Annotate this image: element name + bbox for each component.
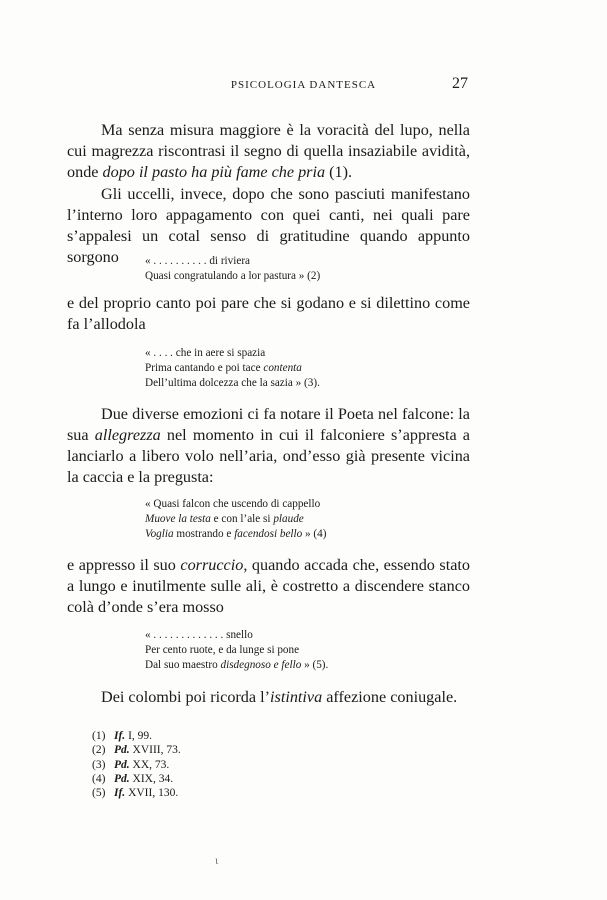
- verse-line: Quasi congratulando a lor pastura » (2): [145, 270, 321, 282]
- footnote-work: Pd.: [114, 772, 130, 785]
- verse-text: e con l’ale si: [210, 513, 274, 525]
- footnote-label: (2): [92, 744, 106, 757]
- paragraph-text: Dei colombi poi ricorda l’: [101, 688, 271, 706]
- footnote-label: (3): [92, 758, 106, 771]
- paragraph-text: e appresso il suo: [67, 556, 181, 574]
- verse-line: [145, 361, 320, 376]
- verse-line: « Quasi falcon che uscendo di cappello: [145, 498, 321, 510]
- verse-line: [145, 527, 326, 542]
- verse-emphasis: contenta: [263, 362, 302, 374]
- verse-line: Per cento ruote, e da lunge si pone: [145, 644, 300, 656]
- verse-emphasis: disdegnoso e fello: [220, 659, 302, 671]
- verse-line: « . . . . . . . . . . . . . snello: [145, 629, 253, 641]
- footnote-ref: XVII, 130.: [128, 787, 179, 800]
- paragraph-allodola: e del proprio canto poi pare che si godano e si dilettino come fa l’allodola: [67, 294, 470, 333]
- paragraph-colombi: [67, 687, 470, 708]
- footnote-ref: XIX, 34.: [132, 772, 174, 785]
- footnote: [92, 786, 181, 800]
- paragraph-uccelli: Gli uccelli, invece, dopo che sono pasciuti manifestano l’interno loro appagamento con quei canti, nei quali pare s’appalesi un cotal senso di gratitudine quando appunto sorgono: [67, 185, 470, 266]
- footnote-work: Pd.: [114, 758, 130, 771]
- footnote: [92, 729, 181, 743]
- paragraph-lupo: [67, 120, 470, 183]
- footnote-label: (1): [92, 730, 106, 742]
- footnote: [92, 743, 181, 757]
- page-number: 27: [452, 75, 468, 92]
- emphasis-text: dopo il pasto ha più fame che pria: [102, 163, 326, 181]
- verse-quote-2: [145, 346, 320, 391]
- running-title: PSICOLOGIA DANTESCA: [230, 79, 377, 91]
- paragraph-text: affezione coniugale.: [322, 688, 458, 706]
- paragraph-text: nel momento in cui il falconiere s’appresta a lanciarlo a libero volo nell’aria, ond’esso già presente vicina la caccia e la pregusta:: [67, 426, 470, 486]
- paragraph-corruccio: [67, 555, 470, 618]
- verse-quote-4: [145, 628, 328, 673]
- paragraph-text: , quando accada che, essendo stato a lungo e inutilmente sulle ali, è costretto a discendere stanco colà d’onde s’era mosso: [67, 556, 470, 616]
- verse-line: « . . . . . . . . . . di riviera: [145, 255, 251, 267]
- emphasis-text: corruccio: [180, 556, 244, 574]
- verse-emphasis: Voglia: [145, 528, 174, 540]
- verse-emphasis: Muove la testa: [145, 513, 211, 525]
- verse-text: » (4): [302, 528, 327, 540]
- verse-line: [145, 658, 328, 673]
- paragraph-text: Ma senza misura maggiore è la voracità del lupo, nella cui magrezza riscontrasi il segno di quella insaziabile avidità, onde: [67, 121, 470, 181]
- footnote-label: (4): [92, 772, 106, 785]
- footnote-ref: I, 99.: [128, 730, 153, 742]
- footnote-ref: XX, 73.: [132, 758, 170, 771]
- verse-quote-1: [145, 254, 320, 284]
- paragraph-falcone: [67, 404, 470, 488]
- verse-emphasis: plaude: [273, 513, 304, 525]
- paragraph-text: Due diverse emozioni ci fa notare il Poeta nel falcone: la sua: [67, 405, 470, 444]
- verse-text: mostrando e: [173, 528, 235, 540]
- verse-text: Dal suo maestro: [145, 659, 221, 671]
- footnote: [92, 758, 181, 772]
- verse-line: Dell’ultima dolcezza che la sazia » (3).: [145, 377, 320, 389]
- verse-line: [145, 512, 326, 527]
- paragraph-text: (1).: [325, 163, 353, 181]
- footnote: [92, 772, 181, 786]
- verse-line: « . . . . che in aere si spazia: [145, 347, 266, 359]
- footnote-work: Pd.: [114, 744, 130, 757]
- footnote-ref: XVIII, 73.: [132, 744, 181, 757]
- stray-mark: ι: [215, 853, 219, 867]
- emphasis-text: allegrezza: [94, 426, 161, 444]
- footnote-work: If.: [114, 730, 126, 742]
- footnote-work: If.: [114, 787, 126, 800]
- verse-emphasis: facendosi bello: [234, 528, 303, 540]
- footnotes: [92, 729, 181, 800]
- footnote-label: (5): [92, 787, 106, 800]
- verse-text: Prima cantando e poi tace: [145, 362, 264, 374]
- verse-text: » (5).: [301, 659, 329, 671]
- verse-quote-3: [145, 497, 326, 542]
- emphasis-text: istintiva: [270, 688, 323, 706]
